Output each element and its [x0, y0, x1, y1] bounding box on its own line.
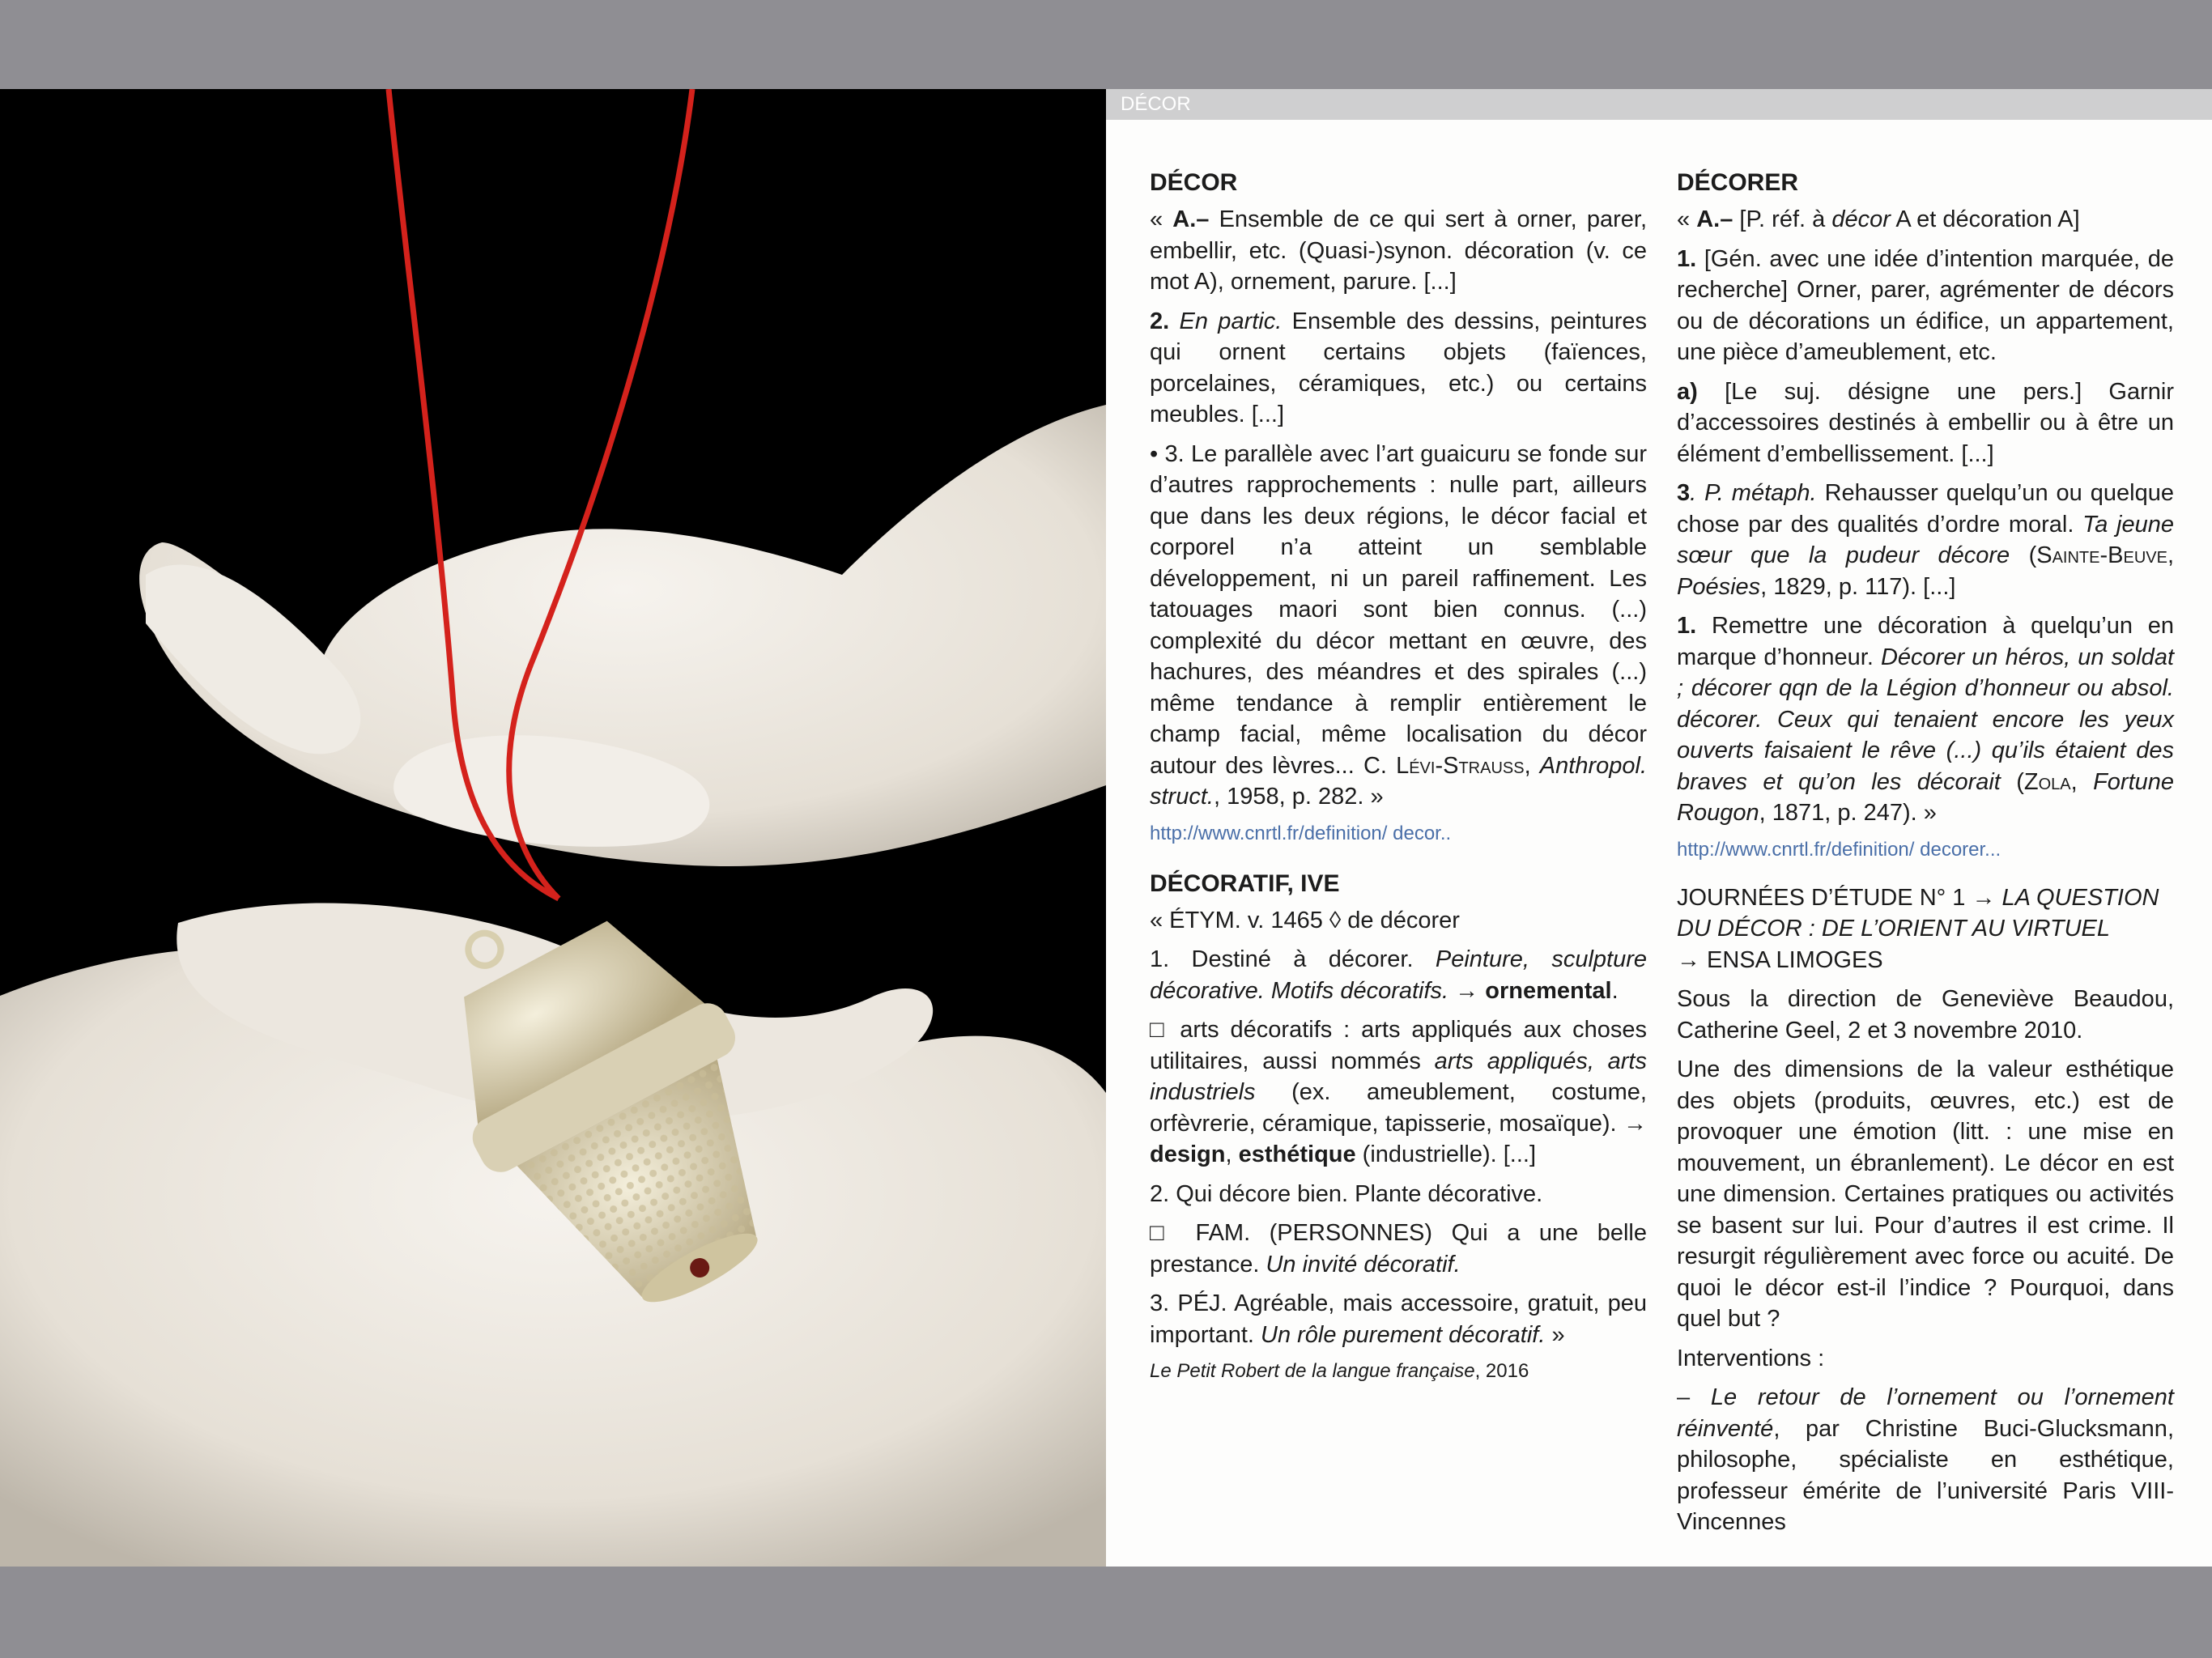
decor-definition-a: « A.– Ensemble de ce qui sert à orner, parer, embellir, etc. (Quasi-)synon. décoration (v. ce mot A), ornement, parure. [...]: [1150, 206, 1647, 295]
decoratif-definition-3: 3. PÉJ. Agréable, mais accessoire, gratuit, peu important. Un rôle purement décoratif. »: [1150, 1290, 1647, 1348]
journees-interventions-label: Interventions :: [1677, 1345, 1825, 1371]
decorer-definition-a-sub: a) [Le suj. désigne une pers.] Garnir d’accessoires destinés à embellir ou à être un élément d’embellissement. [...]: [1677, 378, 2174, 467]
section-rubric: DÉCOR: [1106, 89, 2212, 120]
journees-intervention-1: – Le retour de l’ornement ou l’ornement réinventé, par Christine Buci-Glucksmann, philosophe, spécialiste en esthétique, professeur émérite de l’université Paris VIII-Vincennes: [1677, 1384, 2174, 1535]
left-column: [1150, 167, 1647, 1384]
decor-definition-2: 2. En partic. Ensemble des dessins, peintures qui ornent certains objets (faïences, porcelaines, céramiques, etc.) ou certains meubles. [...]: [1150, 308, 1647, 427]
right-column: [1677, 167, 2174, 1546]
decoratif-source: Le Petit Robert de la langue française, 2016: [1150, 1360, 1529, 1382]
decorer-definition-honneur: 1. Remettre une décoration à quelqu’un en marque d’honneur. Décorer un héros, un soldat ; décorer qqn de la Légion d’honneur ou absol. décorer. Ceux qui tenaient encore les yeux ouverts faisaient le rêve (...) qu’ils étaient des braves et qu’on les décorait (Zola, Fortune Rougon, 1871, p. 247). »: [1677, 613, 2175, 826]
journees-description: Une des dimensions de la valeur esthétique des objets (produits, œuvres, etc.) est de provoquer une émotion (litt. : une mise en mouvement, un ébranlement). Le décor en est une dimension. Certaines pratiques ou activités se basent sur lui. Pour d’autres il est crime. Il resurgit régulièrement avec force ou acuité. De quoi le décor est-il l’indice ? Pourquoi, dans quel but ?: [1677, 1056, 2174, 1332]
entry-title-decorer: DÉCORER: [1677, 169, 1799, 196]
decorer-definition-3: 3. P. métaph. Rehausser quelqu’un ou quelque chose par des qualités d’ordre moral. Ta jeune sœur que la pudeur décore (Sainte-Beuve, Poésies, 1829, p. 117). [...]: [1677, 480, 2175, 600]
photo-gloved-hands-thimble: [0, 89, 1106, 1567]
dictionary-page: [1106, 89, 2212, 1567]
decor-definition-3: • 3. Le parallèle avec l’art guaicuru se fonde sur d’autres rapprochements : nulle part, ailleurs que dans les deux régions, le décor facial et corporel n’a atteint un semblable développement, ni un pareil raffinement. Les tatouages maori sont bien connus. (...) complexité du décor mettant en œuvre, des hachures, des méandres et des spirales (...) même tendance à remplir entièrement le champ facial, même localisation du décor autour des lèvres... C. Lévi-Strauss, Anthropol. struct., 1958, p. 282. »: [1150, 440, 1647, 810]
decoratif-arts-decoratifs: □ arts décoratifs : arts appliqués aux choses utilitaires, aussi nommés arts appliqués, arts industriels (ex. ameublement, costume, orfèvrerie, céramique, tapisserie, mosaïque). → design, esthétique (industrielle). [...]: [1150, 1017, 1647, 1167]
decorer-link[interactable]: http://www.cnrtl.fr/definition/ decorer...: [1677, 838, 2001, 861]
journees-direction: Sous la direction de Geneviève Beaudou, Catherine Geel, 2 et 3 novembre 2010.: [1677, 986, 2174, 1044]
journees-heading: JOURNÉES D’ÉTUDE N° 1 → LA QUESTION DU DÉCOR : DE L’ORIENT AU VIRTUEL → ENSA LIMOGES: [1677, 884, 2159, 973]
white-gloved-hands-holding-thimble-pendant-icon: [0, 89, 1106, 1567]
decoratif-fam: □ FAM. (PERSONNES) Qui a une belle prestance. Un invité décoratif.: [1150, 1220, 1647, 1278]
decorer-definition-a: « A.– [P. réf. à décor A et décoration A]: [1677, 206, 2080, 232]
decoratif-definition-1: 1. Destiné à décorer. Peinture, sculpture décorative. Motifs décoratifs. → ornemental.: [1150, 946, 1647, 1004]
entry-title-decoratif: DÉCORATIF, IVE: [1150, 869, 1340, 897]
decor-link[interactable]: http://www.cnrtl.fr/definition/ decor..: [1150, 822, 1452, 844]
entry-title-decor: DÉCOR: [1150, 169, 1238, 196]
decoratif-definition-2: 2. Qui décore bien. Plante décorative.: [1150, 1180, 1543, 1207]
decoratif-etym: « ÉTYM. v. 1465 ◊ de décorer: [1150, 907, 1460, 933]
decorer-definition-1: 1. [Gén. avec une idée d’intention marquée, de recherche] Orner, parer, agrémenter de décors ou de décorations un édifice, un appartement, une pièce d’ameublement, etc.: [1677, 245, 2174, 365]
